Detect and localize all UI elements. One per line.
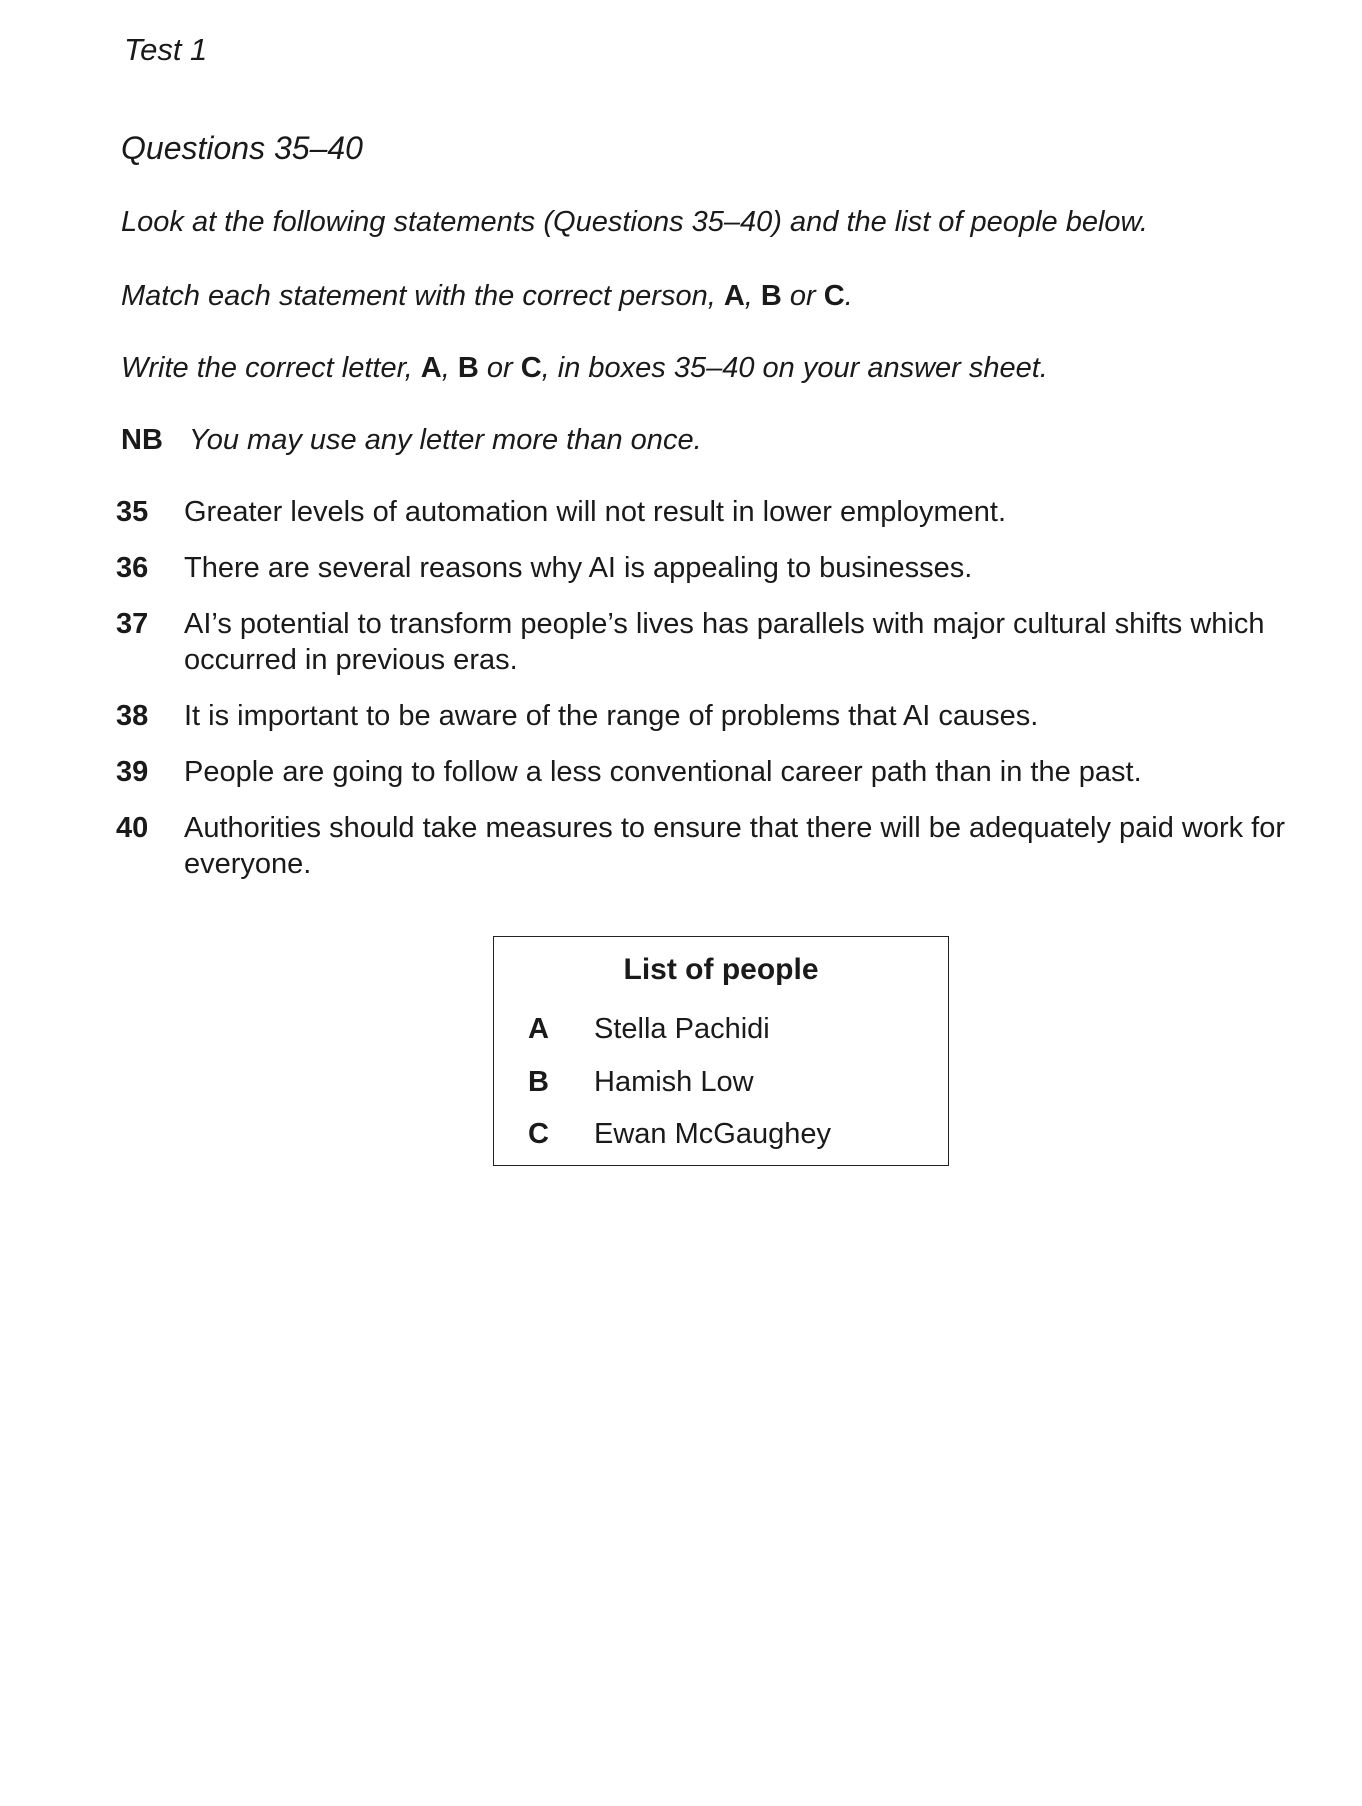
statement-item (116, 606, 1346, 678)
statement-number: 37 (116, 608, 149, 640)
statement-text: Greater levels of automation will not result in lower employment. (184, 496, 1007, 528)
person-letter: C (528, 1118, 549, 1150)
instruction-line-3-or: or (478, 352, 521, 384)
list-of-people-title: List of people (623, 953, 819, 986)
statement-number: 38 (116, 700, 149, 732)
statement-number: 36 (116, 552, 149, 584)
statements-list (116, 494, 1346, 902)
statement-text: There are several reasons why AI is appealing to businesses. (184, 552, 973, 584)
instruction-line-3-end: , in boxes 35–40 on your answer sheet. (541, 352, 1048, 384)
instruction-line-2-or: or (781, 280, 824, 312)
option-a-bold: A (723, 280, 745, 312)
instruction-line-1: Look at the following statements (Questions 35–40) and the list of people below. (121, 206, 1148, 238)
option-a-bold: A (420, 352, 442, 384)
statement-item (116, 550, 1346, 586)
instruction-line-3-comma: , (441, 352, 458, 384)
person-name: Ewan McGaughey (594, 1118, 831, 1150)
person-name: Hamish Low (594, 1066, 754, 1098)
option-b-bold: B (457, 352, 479, 384)
instruction-line-3 (121, 352, 1048, 385)
person-row (528, 1013, 770, 1046)
option-b-bold: B (760, 280, 782, 312)
statement-item (116, 494, 1346, 530)
statement-item (116, 810, 1346, 882)
statement-text: It is important to be aware of the range of problems that AI causes. (184, 700, 1039, 732)
person-name: Stella Pachidi (594, 1013, 770, 1045)
statement-number: 35 (116, 496, 149, 528)
instruction-line-2-comma: , (744, 280, 761, 312)
statement-text: Authorities should take measures to ensure that there will be adequately paid work for everyone. (184, 812, 1286, 880)
instruction-line-2-end: . (844, 280, 853, 312)
questions-range-heading: Questions 35–40 (121, 130, 363, 166)
statement-number: 39 (116, 756, 149, 788)
statement-item (116, 754, 1346, 790)
list-of-people-box (493, 936, 949, 1166)
nb-note (121, 424, 702, 457)
page-header: Test 1 (124, 32, 208, 67)
person-letter: B (528, 1066, 549, 1098)
instruction-line-2 (121, 280, 853, 313)
statement-text: AI’s potential to transform people’s lives has parallels with major cultural shifts which occurred in previous eras. (184, 608, 1265, 676)
statement-number: 40 (116, 812, 149, 844)
statement-text: People are going to follow a less conventional career path than in the past. (184, 756, 1142, 788)
nb-label: NB (121, 424, 163, 456)
person-row (528, 1118, 831, 1151)
statement-item (116, 698, 1346, 734)
nb-text: You may use any letter more than once. (189, 424, 702, 456)
person-row (528, 1066, 754, 1099)
option-c-bold: C (823, 280, 845, 312)
instruction-line-3-prefix: Write the correct letter, (121, 352, 421, 384)
instruction-line-2-prefix: Match each statement with the correct person, (121, 280, 724, 312)
option-c-bold: C (520, 352, 542, 384)
person-letter: A (528, 1013, 549, 1045)
